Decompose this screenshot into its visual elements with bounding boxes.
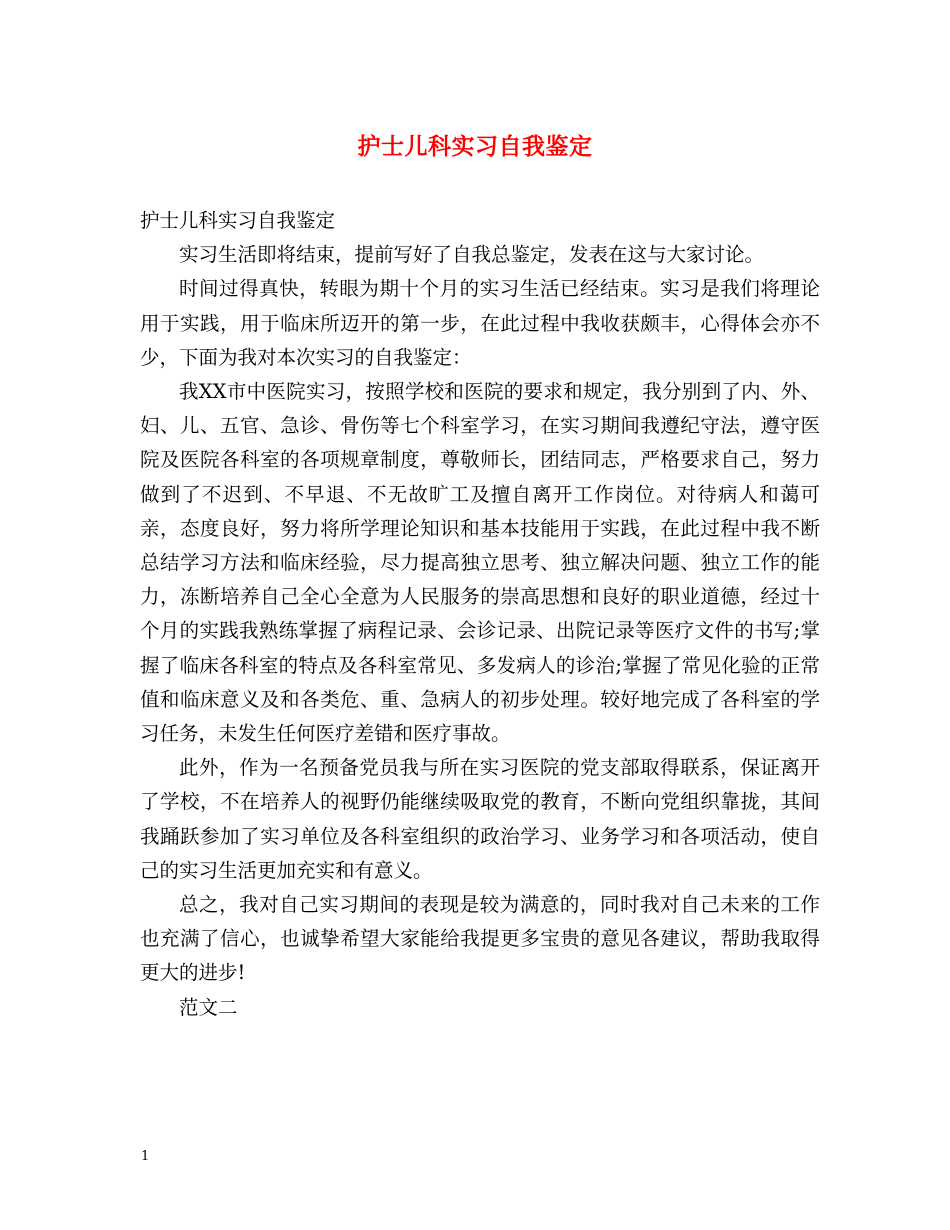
paragraph-heading: 护士儿科实习自我鉴定 xyxy=(140,209,336,232)
paragraph: 实习生活即将结束，提前写好了自我总鉴定，发表在这与大家讨论。 xyxy=(179,243,765,267)
page-number: 1 xyxy=(141,1149,150,1164)
paragraph: 总之，我对自己实习期间的表现是较为满意的，同时我对自己未来的工作也充满了信心，也诚挚希望大家能给我提更多宝贵的意见各建议，帮助我取得更大的进步! xyxy=(140,893,820,985)
paragraph: 此外，作为一名预备党员我与所在实习医院的党支部取得联系，保证离开了学校，不在培养人的视野仍能继续吸取党的教育，不断向党组织靠拢，其间我踊跃参加了实习单位及各科室组织的政治学习、业务学习和各项活动，使自己的实习生活更加充实和有意义。 xyxy=(140,756,820,882)
document-body xyxy=(140,204,820,1025)
paragraph: 范文二 xyxy=(179,995,238,1019)
document-title: 护士儿科实习自我鉴定 xyxy=(357,133,593,160)
paragraph: 时间过得真快，转眼为期十个月的实习生活已经结束。实习是我们将理论用于实践，用于临床所迈开的第一步，在此过程中我收获颇丰，心得体会亦不少，下面为我对本次实习的自我鉴定： xyxy=(140,277,820,369)
paragraph: 我XX市中医院实习，按照学校和医院的要求和规定，我分别到了内、外、妇、儿、五官、急诊、骨伤等七个科室学习，在实习期间我遵纪守法，遵守医院及医院各科室的各项规章制度，尊敬师长，团结同志，严格要求自己，努力做到了不迟到、不早退、不无故旷工及擅自离开工作岗位。对待病人和蔼可亲，态度良好，努力将所学理论知识和基本技能用于实践，在此过程中我不断总结学习方法和临床经验，尽力提高独立思考、独立解决问题、独立工作的能力，冻断培养自己全心全意为人民服务的崇高思想和良好的职业道德，经过十个月的实践我熟练掌握了病程记录、会诊记录、出院记录等医疗文件的书写;掌握了临床各科室的特点及各科室常见、多发病人的诊治;掌握了常见化验的正常值和临床意义及和各类危、重、急病人的初步处理。较好地完成了各科室的学习任务，未发生任何医疗差错和医疗事故。 xyxy=(140,380,820,746)
